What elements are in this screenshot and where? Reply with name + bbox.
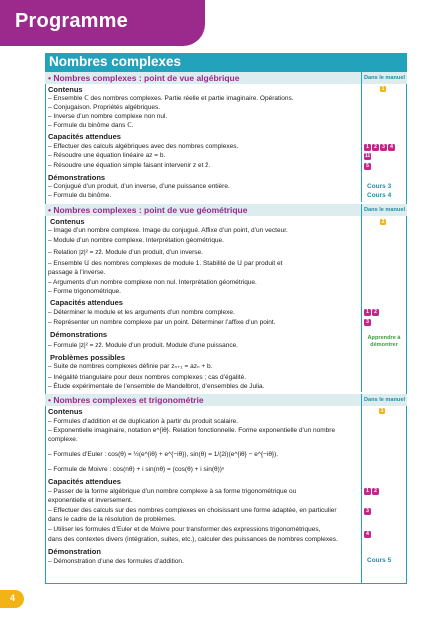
- section-title: • Nombres complexes et trigonométrie: [48, 395, 204, 405]
- contenu-line: – Conjugaison. Propriétés algébriques.: [48, 104, 161, 111]
- exercise-badge-icon: 3: [364, 508, 371, 515]
- yellow-badge-icon: 1: [381, 86, 385, 92]
- contenu-line: – Relation |z|² = zz̄. Module d’un produit, d’un inverse.: [48, 249, 203, 256]
- exercise-icon-group: [364, 144, 395, 151]
- exercise-icon-group: [364, 319, 371, 326]
- capacite-line: – Utiliser les formules d’Euler et de Moivre pour transformer des expressions trigonométriques,: [48, 526, 321, 533]
- section-header-trigonometrie: [45, 394, 407, 406]
- contenu-line: – Ensemble ℂ des nombres complexes. Partie réelle et partie imaginaire. Opérations.: [48, 95, 294, 102]
- problemes-heading: Problèmes possibles: [50, 353, 126, 362]
- capacites-heading: Capacités attendues: [48, 132, 121, 141]
- contenus-heading: Contenus: [48, 85, 83, 94]
- cours-link[interactable]: Cours 5: [367, 557, 392, 564]
- section-header-geometrique: [45, 204, 407, 216]
- probleme-line: – Étude expérimentale de l’ensemble de Mandelbrot, d’ensembles de Julia.: [48, 383, 265, 390]
- exercise-icon-group: [364, 309, 379, 316]
- manuel-label: Dans le manuel: [361, 72, 407, 84]
- capacite-line: dans des contextes divers (intégration, suites, etc.), calculer des puissances de nombres complexes.: [48, 536, 338, 543]
- yellow-badge-icon: 2: [381, 219, 385, 225]
- section-header-algebrique: [45, 72, 407, 84]
- manuel-column-divider: [361, 84, 362, 202]
- contenu-line: – Image d’un nombre complexe. Image du conjugué. Affixe d’un point, d’un vecteur.: [48, 227, 288, 234]
- capacite-line: – Résoudre une équation simple faisant intervenir z et z̄.: [48, 162, 211, 169]
- capacite-line: dans le cadre de la résolution de problèmes.: [48, 516, 176, 523]
- exercise-badge-icon: 3: [380, 144, 387, 151]
- exercise-icon-group: [380, 219, 386, 225]
- exercise-badge-icon: 2: [372, 144, 379, 151]
- main-title-bar: [45, 53, 407, 71]
- probleme-line: – Suite de nombres complexes définie par zₙ₊₁ = azₙ + b.: [48, 363, 213, 370]
- capacite-line: – Passer de la forme algébrique d’un nombre complexe à sa forme trigonométrique ou: [48, 488, 297, 495]
- capacites-heading: Capacités attendues: [48, 477, 121, 486]
- contenus-heading: Contenus: [50, 217, 85, 226]
- section-title: • Nombres complexes : point de vue algébrique: [48, 73, 240, 83]
- demonstrations-heading: Démonstrations: [50, 330, 108, 339]
- capacite-line: – Déterminer le module et les arguments d’un nombre complexe.: [48, 309, 235, 316]
- exercise-icon-group: [364, 163, 371, 170]
- exercise-icon-group: [380, 86, 386, 92]
- yellow-badge-icon: 3: [380, 408, 384, 414]
- contenu-line: – Arguments d’un nombre complexe non nul. Interprétation géométrique.: [48, 279, 257, 286]
- apprendre-a-demontrer-link[interactable]: Apprendre à démontrer: [367, 335, 401, 348]
- contenus-heading: Contenus: [48, 407, 83, 416]
- exercise-icon-group: [364, 153, 371, 160]
- contenu-line: complexe.: [48, 436, 78, 443]
- manuel-column-divider: [361, 406, 362, 584]
- capacites-heading: Capacités attendues: [50, 298, 123, 307]
- exercise-icon-group: [379, 408, 385, 414]
- cours-link[interactable]: Cours 3: [367, 183, 392, 190]
- exercise-icon-group: [364, 488, 379, 495]
- capacite-line: exponentielle et inversement.: [48, 497, 133, 504]
- exercise-badge-icon: 1: [364, 144, 371, 151]
- exercise-badge-icon: 1: [364, 309, 371, 316]
- page-number: 4: [10, 593, 16, 603]
- manuel-column-divider: [361, 216, 362, 392]
- exercise-badge-icon: 2: [372, 488, 379, 495]
- contenu-line: – Ensemble 𝕌 des nombres complexes de module 1. Stabilité de 𝕌 par produit et: [48, 260, 283, 267]
- contenu-line: – Exponentielle imaginaire, notation e^{iθ}. Relation fonctionnelle. Forme exponentielle d’un nombre: [48, 427, 336, 434]
- programme-banner: [0, 0, 205, 46]
- contenu-line: – Formule de Moivre : cos(nθ) + i sin(nθ) = (cos(θ) + i sin(θ))ⁿ: [48, 466, 225, 473]
- capacite-line: – Effectuer des calculs algébriques avec des nombres complexes.: [48, 143, 239, 150]
- manuel-label: Dans le manuel: [361, 204, 407, 216]
- page-title: Nombres complexes: [49, 54, 182, 69]
- capacite-line: – Représenter un nombre complexe par un point. Déterminer l’affixe d’un point.: [48, 319, 276, 326]
- demo-line: – Formule du binôme.: [48, 192, 112, 199]
- contenu-line: – Formules d’addition et de duplication à partir du produit scalaire.: [48, 418, 239, 425]
- contenu-line: – Forme trigonométrique.: [48, 288, 121, 295]
- demo-line: – Conjugué d’un produit, d’un inverse, d’une puissance entière.: [48, 183, 230, 190]
- exercise-badge-icon: 3: [364, 319, 371, 326]
- contenu-line: passage à l’inverse.: [48, 269, 106, 276]
- contenu-line: – Module d’un nombre complexe. Interprétation géométrique.: [48, 237, 224, 244]
- demonstration-heading: Démonstration: [48, 547, 101, 556]
- exercise-icon-group: [364, 531, 371, 538]
- demo-line: – Formule |z|² = zz̄. Module d’un produit. Module d’une puissance.: [48, 342, 238, 349]
- exercise-icon-group: [364, 508, 371, 515]
- exercise-badge-icon: 4: [388, 144, 395, 151]
- capacite-line: – Résoudre une équation linéaire az = b.: [48, 152, 166, 159]
- exercise-badge-icon: 11: [364, 153, 371, 159]
- page-number-tab: [0, 590, 24, 608]
- probleme-line: – Inégalité triangulaire pour deux nombres complexes ; cas d’égalité.: [48, 374, 247, 381]
- contenu-line: – Formules d’Euler : cos(θ) = ½(e^{iθ} + e^{−iθ}), sin(θ) = 1/(2i)(e^{iθ} − e^{−iθ}).: [48, 451, 279, 458]
- cours-link[interactable]: Cours 4: [367, 192, 392, 199]
- capacite-line: – Effectuer des calculs sur des nombres complexes en choisissant une forme adaptée, en particulier: [48, 507, 337, 514]
- demonstrations-heading: Démonstrations: [48, 173, 106, 182]
- section-title: • Nombres complexes : point de vue géométrique: [48, 205, 248, 215]
- banner-title: Programme: [15, 10, 128, 32]
- exercise-badge-icon: 4: [364, 531, 371, 538]
- exercise-badge-icon: 5: [364, 163, 371, 170]
- contenu-line: – Inverse d’un nombre complexe non nul.: [48, 113, 168, 120]
- exercise-badge-icon: 1: [364, 488, 371, 495]
- demo-line: – Démonstration d’une des formules d’addition.: [48, 558, 184, 565]
- contenu-line: – Formule du binôme dans ℂ.: [48, 122, 134, 129]
- exercise-badge-icon: 2: [372, 309, 379, 316]
- manuel-label: Dans le manuel: [361, 394, 407, 406]
